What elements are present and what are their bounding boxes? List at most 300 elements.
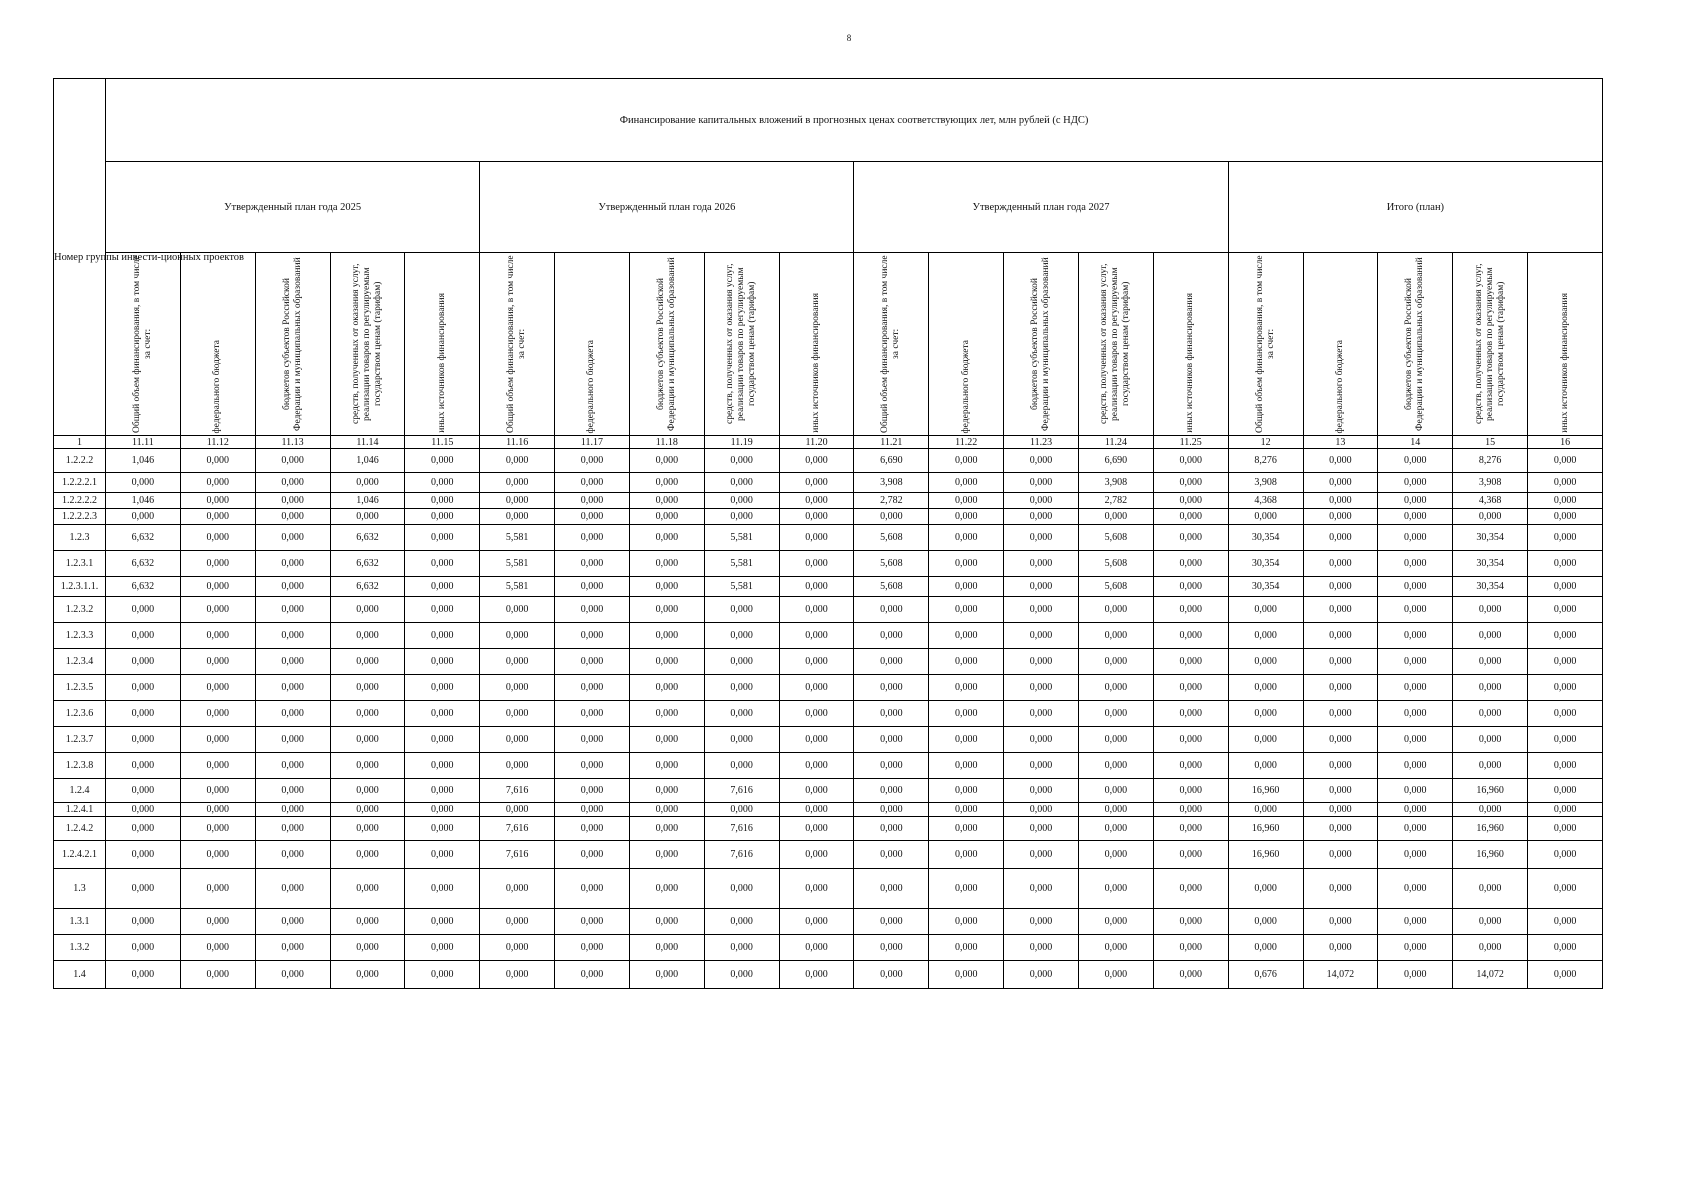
- row-id-cell: 1.4: [54, 961, 106, 989]
- value-cell: 0,000: [180, 935, 255, 961]
- value-cell: 0,000: [480, 753, 555, 779]
- value-cell: 0,000: [1153, 551, 1228, 577]
- value-cell: 0,000: [405, 623, 480, 649]
- value-cell: 0,000: [1153, 525, 1228, 551]
- value-cell: 0,000: [1528, 597, 1603, 623]
- value-cell: 0,000: [330, 473, 405, 493]
- table-row: [54, 577, 1603, 597]
- column-number: 11.20: [779, 436, 854, 449]
- value-cell: 5,608: [854, 551, 929, 577]
- row-id-cell: 1.2.3.5: [54, 675, 106, 701]
- row-id-cell: 1.2.4.2.1: [54, 841, 106, 869]
- value-cell: 0,000: [180, 779, 255, 803]
- subcolumn-header: [106, 253, 181, 436]
- value-cell: 0,000: [704, 961, 779, 989]
- value-cell: 0,000: [1004, 597, 1079, 623]
- value-cell: 0,000: [480, 701, 555, 727]
- value-cell: 16,960: [1228, 841, 1303, 869]
- value-cell: 0,000: [1528, 817, 1603, 841]
- value-cell: 0,000: [1153, 909, 1228, 935]
- value-cell: 0,000: [1078, 817, 1153, 841]
- value-cell: 0,000: [704, 803, 779, 817]
- column-number: 12: [1228, 436, 1303, 449]
- value-cell: 0,000: [405, 701, 480, 727]
- value-cell: 0,000: [929, 525, 1004, 551]
- value-cell: 0,000: [629, 753, 704, 779]
- value-cell: 0,000: [180, 473, 255, 493]
- value-cell: 0,000: [1004, 675, 1079, 701]
- value-cell: 30,354: [1228, 577, 1303, 597]
- value-cell: 0,000: [704, 623, 779, 649]
- value-cell: 0,000: [555, 935, 630, 961]
- column-number: 11.16: [480, 436, 555, 449]
- table-title: Финансирование капитальных вложений в прогнозных ценах соответствующих лет, млн рублей (с НДС): [106, 79, 1603, 162]
- value-cell: 0,000: [1378, 525, 1453, 551]
- value-cell: 0,000: [255, 909, 330, 935]
- value-cell: 3,908: [854, 473, 929, 493]
- value-cell: 0,000: [330, 509, 405, 525]
- value-cell: 0,000: [1303, 493, 1378, 509]
- value-cell: 0,000: [854, 869, 929, 909]
- value-cell: 0,000: [1378, 817, 1453, 841]
- value-cell: 0,000: [1004, 727, 1079, 753]
- row-id-cell: 1.2.2.2.2: [54, 493, 106, 509]
- value-cell: 6,632: [330, 525, 405, 551]
- value-cell: 0,000: [1153, 701, 1228, 727]
- value-cell: 0,000: [1453, 803, 1528, 817]
- value-cell: 14,072: [1453, 961, 1528, 989]
- value-cell: 0,000: [106, 473, 181, 493]
- value-cell: 0,000: [180, 701, 255, 727]
- subcolumn-header: [1303, 253, 1378, 436]
- value-cell: 0,000: [106, 961, 181, 989]
- subcolumn-header: [854, 253, 929, 436]
- value-cell: 5,581: [704, 577, 779, 597]
- value-cell: 6,632: [330, 551, 405, 577]
- column-number: 11.17: [555, 436, 630, 449]
- value-cell: 0,000: [854, 841, 929, 869]
- value-cell: 0,000: [929, 577, 1004, 597]
- value-cell: 0,000: [929, 493, 1004, 509]
- value-cell: 0,000: [854, 779, 929, 803]
- subcolumn-header-label: Общий объем финансирования, в том числе за счет:: [506, 255, 528, 433]
- value-cell: 6,690: [854, 449, 929, 473]
- value-cell: 0,000: [629, 649, 704, 675]
- value-cell: 5,581: [704, 525, 779, 551]
- value-cell: 5,608: [854, 577, 929, 597]
- subcolumn-header-label: иных источников финансирования: [1185, 293, 1196, 433]
- value-cell: 0,000: [1078, 701, 1153, 727]
- value-cell: 0,000: [480, 649, 555, 675]
- value-cell: 0,000: [1228, 701, 1303, 727]
- value-cell: 0,000: [1004, 449, 1079, 473]
- table-row: [54, 449, 1603, 473]
- row-id-cell: 1.2.4.1: [54, 803, 106, 817]
- value-cell: 0,000: [779, 869, 854, 909]
- value-cell: 0,000: [1004, 525, 1079, 551]
- value-cell: 0,000: [1153, 577, 1228, 597]
- value-cell: 0,000: [1004, 779, 1079, 803]
- value-cell: 0,000: [1303, 803, 1378, 817]
- value-cell: 0,000: [255, 753, 330, 779]
- row-id-cell: 1.2.3: [54, 525, 106, 551]
- value-cell: 0,000: [1004, 817, 1079, 841]
- value-cell: 0,000: [1453, 727, 1528, 753]
- value-cell: 0,000: [1303, 817, 1378, 841]
- value-cell: 0,000: [255, 493, 330, 509]
- value-cell: 0,000: [1153, 817, 1228, 841]
- value-cell: 0,000: [180, 817, 255, 841]
- value-cell: 0,000: [255, 473, 330, 493]
- value-cell: 0,000: [480, 909, 555, 935]
- value-cell: 6,632: [106, 577, 181, 597]
- value-cell: 0,000: [405, 841, 480, 869]
- subcolumn-header-label: Общий объем финансирования, в том числе за счет:: [131, 255, 153, 433]
- value-cell: 0,000: [405, 577, 480, 597]
- value-cell: 0,000: [255, 869, 330, 909]
- value-cell: 0,000: [1303, 473, 1378, 493]
- value-cell: 0,000: [1378, 493, 1453, 509]
- value-cell: 0,000: [1528, 525, 1603, 551]
- value-cell: 0,000: [1153, 727, 1228, 753]
- value-cell: 0,000: [854, 961, 929, 989]
- value-cell: 0,000: [255, 675, 330, 701]
- value-cell: 30,354: [1453, 577, 1528, 597]
- value-cell: 0,000: [255, 701, 330, 727]
- value-cell: 0,000: [1228, 935, 1303, 961]
- value-cell: 0,000: [1303, 909, 1378, 935]
- value-cell: 0,000: [180, 623, 255, 649]
- subcolumn-header-label: средств, полученных от оказания услуг, реализации товаров по регулируемым государством ценам (тарифам): [350, 263, 383, 425]
- value-cell: 0,000: [1153, 509, 1228, 525]
- value-cell: 0,000: [180, 727, 255, 753]
- value-cell: 0,000: [330, 597, 405, 623]
- value-cell: 0,000: [480, 493, 555, 509]
- subcolumn-header-label: бюджетов субъектов Российской Федерации и муниципальных образований: [655, 257, 677, 431]
- value-cell: 0,000: [555, 449, 630, 473]
- value-cell: 30,354: [1453, 551, 1528, 577]
- subcolumn-header: [1153, 253, 1228, 436]
- value-cell: 0,000: [1004, 753, 1079, 779]
- column-number: 11.25: [1153, 436, 1228, 449]
- subcolumn-header: [255, 253, 330, 436]
- value-cell: 0,000: [555, 623, 630, 649]
- value-cell: 0,000: [255, 803, 330, 817]
- value-cell: 0,000: [1528, 779, 1603, 803]
- value-cell: 0,000: [1303, 675, 1378, 701]
- value-cell: 30,354: [1228, 525, 1303, 551]
- value-cell: 0,000: [330, 779, 405, 803]
- value-cell: 0,000: [1078, 841, 1153, 869]
- value-cell: 0,000: [854, 675, 929, 701]
- subcolumn-header: [704, 253, 779, 436]
- value-cell: 0,000: [330, 701, 405, 727]
- value-cell: 16,960: [1453, 779, 1528, 803]
- subcolumn-header: [555, 253, 630, 436]
- row-id-cell: 1.2.2.2: [54, 449, 106, 473]
- value-cell: 0,000: [1004, 935, 1079, 961]
- value-cell: 0,000: [929, 909, 1004, 935]
- value-cell: 0,676: [1228, 961, 1303, 989]
- value-cell: 0,000: [1303, 525, 1378, 551]
- value-cell: 2,782: [854, 493, 929, 509]
- value-cell: 0,000: [1153, 649, 1228, 675]
- value-cell: 0,000: [629, 473, 704, 493]
- value-cell: 7,616: [480, 841, 555, 869]
- value-cell: 0,000: [929, 675, 1004, 701]
- value-cell: 0,000: [929, 649, 1004, 675]
- value-cell: 0,000: [480, 803, 555, 817]
- value-cell: 0,000: [405, 551, 480, 577]
- value-cell: 0,000: [929, 817, 1004, 841]
- value-cell: 30,354: [1453, 525, 1528, 551]
- value-cell: 0,000: [1378, 649, 1453, 675]
- value-cell: 5,581: [480, 551, 555, 577]
- value-cell: 0,000: [854, 727, 929, 753]
- value-cell: 0,000: [106, 779, 181, 803]
- value-cell: 0,000: [1004, 869, 1079, 909]
- value-cell: 0,000: [779, 961, 854, 989]
- value-cell: 0,000: [555, 509, 630, 525]
- value-cell: 0,000: [106, 649, 181, 675]
- value-cell: 0,000: [1228, 623, 1303, 649]
- subcolumn-header-label: Общий объем финансирования, в том числе за счет:: [1254, 255, 1276, 433]
- value-cell: 0,000: [629, 577, 704, 597]
- value-cell: 0,000: [555, 525, 630, 551]
- value-cell: 0,000: [1303, 623, 1378, 649]
- value-cell: 0,000: [1378, 935, 1453, 961]
- value-cell: 0,000: [405, 509, 480, 525]
- value-cell: 0,000: [704, 473, 779, 493]
- row-group-header: Номер группы инвести-ционных проектов: [54, 79, 106, 436]
- value-cell: 7,616: [704, 817, 779, 841]
- value-cell: 4,368: [1228, 493, 1303, 509]
- value-cell: 4,368: [1453, 493, 1528, 509]
- subcolumn-header-label: иных источников финансирования: [1559, 293, 1570, 433]
- value-cell: 7,616: [480, 817, 555, 841]
- value-cell: 2,782: [1078, 493, 1153, 509]
- row-id-cell: 1.2.3.6: [54, 701, 106, 727]
- value-cell: 0,000: [1528, 649, 1603, 675]
- value-cell: 0,000: [1078, 779, 1153, 803]
- subcolumn-header-label: федерального бюджета: [960, 339, 971, 433]
- value-cell: 0,000: [779, 597, 854, 623]
- row-id-cell: 1.2.3.4: [54, 649, 106, 675]
- value-cell: 0,000: [629, 961, 704, 989]
- value-cell: 0,000: [555, 909, 630, 935]
- value-cell: 0,000: [1153, 935, 1228, 961]
- value-cell: 0,000: [555, 779, 630, 803]
- value-cell: 0,000: [1078, 623, 1153, 649]
- value-cell: 0,000: [106, 817, 181, 841]
- value-cell: 0,000: [929, 449, 1004, 473]
- plan-2027-header: Утвержденный план года 2027: [854, 162, 1228, 253]
- subcolumn-header-label: средств, полученных от оказания услуг, реализации товаров по регулируемым государством ценам (тарифам): [1099, 263, 1132, 425]
- subcolumn-header: [1004, 253, 1079, 436]
- subcolumn-header: [929, 253, 1004, 436]
- value-cell: 0,000: [555, 701, 630, 727]
- column-number: 11.18: [629, 436, 704, 449]
- value-cell: 0,000: [405, 803, 480, 817]
- value-cell: 0,000: [1528, 493, 1603, 509]
- value-cell: 0,000: [405, 449, 480, 473]
- subcolumn-header-label: иных источников финансирования: [436, 293, 447, 433]
- value-cell: 0,000: [1004, 701, 1079, 727]
- value-cell: 0,000: [255, 449, 330, 473]
- value-cell: 0,000: [1078, 803, 1153, 817]
- value-cell: 0,000: [180, 909, 255, 935]
- column-number: 15: [1453, 436, 1528, 449]
- row-id-cell: 1.3: [54, 869, 106, 909]
- value-cell: 0,000: [1303, 597, 1378, 623]
- table-row: [54, 935, 1603, 961]
- value-cell: 5,581: [704, 551, 779, 577]
- value-cell: 0,000: [629, 727, 704, 753]
- subcolumn-header: [1078, 253, 1153, 436]
- value-cell: 0,000: [854, 803, 929, 817]
- table-row: [54, 869, 1603, 909]
- value-cell: 0,000: [480, 473, 555, 493]
- value-cell: 0,000: [1528, 449, 1603, 473]
- value-cell: 0,000: [929, 623, 1004, 649]
- value-cell: 0,000: [1528, 623, 1603, 649]
- value-cell: 0,000: [629, 675, 704, 701]
- value-cell: 0,000: [1153, 841, 1228, 869]
- table-row: [54, 909, 1603, 935]
- value-cell: 5,581: [480, 577, 555, 597]
- table-row: [54, 509, 1603, 525]
- value-cell: 0,000: [1453, 753, 1528, 779]
- subcolumn-header-label: бюджетов субъектов Российской Федерации и муниципальных образований: [1404, 257, 1426, 431]
- column-number: 11.14: [330, 436, 405, 449]
- value-cell: 0,000: [1303, 449, 1378, 473]
- value-cell: 0,000: [1528, 935, 1603, 961]
- value-cell: 0,000: [629, 701, 704, 727]
- value-cell: 0,000: [106, 675, 181, 701]
- value-cell: 0,000: [1153, 493, 1228, 509]
- value-cell: 0,000: [405, 493, 480, 509]
- value-cell: 0,000: [255, 551, 330, 577]
- value-cell: 0,000: [854, 623, 929, 649]
- column-number: 11.19: [704, 436, 779, 449]
- value-cell: 0,000: [779, 525, 854, 551]
- value-cell: 30,354: [1228, 551, 1303, 577]
- value-cell: 0,000: [1004, 803, 1079, 817]
- value-cell: 0,000: [1378, 961, 1453, 989]
- value-cell: 3,908: [1078, 473, 1153, 493]
- value-cell: 5,581: [480, 525, 555, 551]
- value-cell: 0,000: [1378, 753, 1453, 779]
- value-cell: 0,000: [405, 961, 480, 989]
- value-cell: 0,000: [330, 727, 405, 753]
- value-cell: 0,000: [929, 869, 1004, 909]
- value-cell: 0,000: [180, 841, 255, 869]
- value-cell: 0,000: [779, 449, 854, 473]
- value-cell: 0,000: [255, 935, 330, 961]
- value-cell: 0,000: [704, 493, 779, 509]
- subcolumn-header-label: средств, полученных от оказания услуг, реализации товаров по регулируемым государством ценам (тарифам): [725, 263, 758, 425]
- value-cell: 0,000: [629, 779, 704, 803]
- value-cell: 0,000: [555, 803, 630, 817]
- value-cell: 0,000: [854, 701, 929, 727]
- value-cell: 0,000: [1378, 701, 1453, 727]
- value-cell: 0,000: [1528, 509, 1603, 525]
- value-cell: 0,000: [854, 597, 929, 623]
- value-cell: 0,000: [106, 841, 181, 869]
- value-cell: 0,000: [106, 727, 181, 753]
- value-cell: 0,000: [405, 727, 480, 753]
- value-cell: 0,000: [555, 817, 630, 841]
- value-cell: 0,000: [405, 779, 480, 803]
- value-cell: 0,000: [629, 803, 704, 817]
- column-number: 11.24: [1078, 436, 1153, 449]
- value-cell: 1,046: [106, 493, 181, 509]
- value-cell: 0,000: [1378, 623, 1453, 649]
- value-cell: 0,000: [1453, 935, 1528, 961]
- column-number: 11.22: [929, 436, 1004, 449]
- value-cell: 0,000: [180, 753, 255, 779]
- value-cell: 0,000: [480, 623, 555, 649]
- value-cell: 16,960: [1228, 817, 1303, 841]
- value-cell: 0,000: [1528, 577, 1603, 597]
- value-cell: 0,000: [779, 509, 854, 525]
- subcolumn-header-label: федерального бюджета: [212, 339, 223, 433]
- value-cell: 0,000: [629, 551, 704, 577]
- value-cell: 0,000: [330, 869, 405, 909]
- value-cell: 0,000: [704, 449, 779, 473]
- value-cell: 0,000: [555, 753, 630, 779]
- value-cell: 0,000: [106, 623, 181, 649]
- subcolumn-header: [330, 253, 405, 436]
- value-cell: 0,000: [1378, 551, 1453, 577]
- row-id-cell: 1.3.2: [54, 935, 106, 961]
- row-id-cell: 1.2.3.7: [54, 727, 106, 753]
- value-cell: 0,000: [929, 841, 1004, 869]
- value-cell: 0,000: [1004, 841, 1079, 869]
- value-cell: 0,000: [180, 675, 255, 701]
- value-cell: 0,000: [1153, 473, 1228, 493]
- value-cell: 0,000: [629, 623, 704, 649]
- value-cell: 0,000: [704, 701, 779, 727]
- value-cell: 0,000: [255, 623, 330, 649]
- value-cell: 0,000: [405, 597, 480, 623]
- value-cell: 0,000: [704, 649, 779, 675]
- value-cell: 0,000: [1078, 753, 1153, 779]
- subcolumn-header: [779, 253, 854, 436]
- value-cell: 0,000: [255, 841, 330, 869]
- value-cell: 0,000: [330, 675, 405, 701]
- value-cell: 0,000: [1303, 649, 1378, 675]
- value-cell: 0,000: [704, 753, 779, 779]
- value-cell: 0,000: [1004, 909, 1079, 935]
- value-cell: 1,046: [106, 449, 181, 473]
- value-cell: 0,000: [1303, 753, 1378, 779]
- value-cell: 6,632: [106, 551, 181, 577]
- table-row: [54, 551, 1603, 577]
- value-cell: 0,000: [480, 509, 555, 525]
- value-cell: 0,000: [180, 649, 255, 675]
- value-cell: 0,000: [779, 817, 854, 841]
- value-cell: 0,000: [1378, 509, 1453, 525]
- value-cell: 0,000: [929, 509, 1004, 525]
- value-cell: 0,000: [854, 649, 929, 675]
- value-cell: 0,000: [1528, 909, 1603, 935]
- value-cell: 0,000: [929, 727, 1004, 753]
- value-cell: 0,000: [929, 473, 1004, 493]
- value-cell: 6,632: [106, 525, 181, 551]
- value-cell: 0,000: [1528, 841, 1603, 869]
- value-cell: 0,000: [1153, 803, 1228, 817]
